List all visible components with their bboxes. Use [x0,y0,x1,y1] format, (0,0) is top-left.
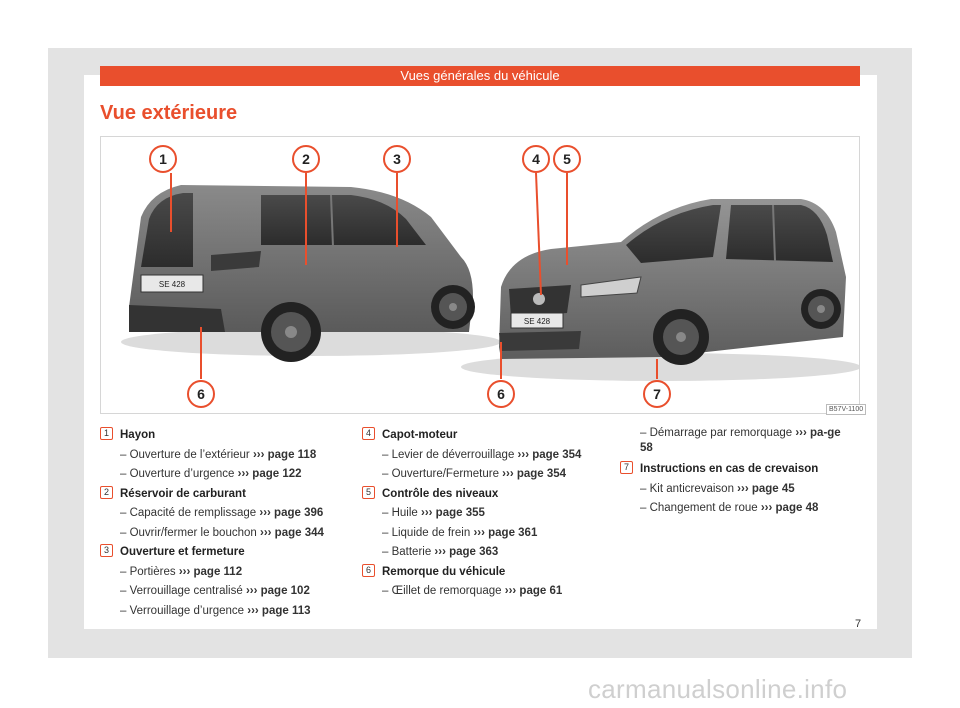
figure-code: B57V-1100 [826,404,866,415]
legend-item: – Kit anticrevaison ››› page 45 [640,482,795,495]
legend-item: – Démarrage par remorquage ››› pa-ge 58 [640,427,841,454]
svg-text:2: 2 [302,151,310,167]
legend-title: Ouverture et fermeture [120,546,245,558]
page-reference[interactable]: ››› page 363 [434,546,499,558]
legend-item: – Changement de roue ››› page 48 [640,502,819,514]
page-reference[interactable]: ››› pa-ge 58 [640,427,841,454]
page-reference[interactable]: ››› page 344 [259,526,324,539]
page-reference[interactable]: ››› page 354 [502,468,567,480]
legend-entry [362,485,592,563]
rear-car-illustration [121,185,501,362]
legend-item: – Verrouillage d’urgence ››› page 113 [120,604,311,617]
legend-entry [100,426,330,485]
legend-title: Remorque du véhicule [382,565,506,578]
page-reference[interactable]: ››› page 354 [517,448,582,461]
page-title: Vue extérieure [100,102,238,124]
callout-1 [150,146,176,172]
legend-item: – Ouverture d’urgence ››› page 122 [120,468,302,480]
legend-item: – Ouverture de l’extérieur ››› page 118 [120,448,317,461]
legend-item: – Ouverture/Fermeture ››› page 354 [382,468,567,480]
legend-entry [100,543,330,621]
page-reference[interactable]: ››› page 45 [737,482,795,495]
page-reference[interactable]: ››› page 112 [178,565,243,578]
page-reference[interactable]: ››› page 48 [760,502,819,514]
svg-text:4: 4 [532,151,540,167]
legend-column-1 [100,426,330,621]
svg-text:SE 428: SE 428 [158,280,186,289]
svg-text:1: 1 [159,151,167,167]
legend-number: 3 [100,544,113,557]
legend-number: 4 [362,427,375,440]
page-reference[interactable]: ››› page 113 [247,604,311,617]
legend-number: 2 [100,486,113,499]
page-reference[interactable]: ››› page 396 [259,507,324,519]
legend-number: 7 [620,461,633,474]
legend-number: 1 [100,427,113,440]
legend-column-2 [362,426,592,602]
callout-3 [384,146,410,172]
callout-7 [644,381,670,407]
legend-title: Instructions en cas de crevaison [640,463,819,475]
legend-entry-continued [620,426,850,456]
page-reference[interactable]: ››› page 361 [473,526,538,539]
page-reference[interactable]: ››› page 61 [504,585,563,597]
legend-item: – Batterie ››› page 363 [382,546,499,558]
svg-text:6: 6 [497,386,505,402]
legend-title: Capot-moteur [382,429,458,441]
vehicle-figure [100,136,860,414]
legend-entry [362,563,592,602]
svg-text:7: 7 [653,386,661,402]
legend-item: – Ouvrir/fermer le bouchon ››› page 344 [120,526,324,539]
front-car-illustration [461,199,859,381]
page-reference[interactable]: ››› page 122 [237,468,302,480]
legend-item: – Capacité de remplissage ››› page 396 [120,507,324,519]
legend-item: – Œillet de remorquage ››› page 61 [382,585,563,597]
legend-item: – Levier de déverrouillage ››› page 354 [382,448,582,461]
legend-title: Hayon [120,429,156,441]
legend-entry [100,485,330,544]
page-reference[interactable]: ››› page 355 [421,507,485,519]
legend-number: 5 [362,486,375,499]
legend-item: – Huile ››› page 355 [382,507,485,519]
section-banner: Vues générales du véhicule [100,66,860,86]
callout-4 [523,146,549,172]
page-number: 7 [855,618,862,630]
callout-6b [488,381,514,407]
legend-number: 6 [362,564,375,577]
watermark[interactable]: carmanualsonline.info [588,674,848,704]
svg-text:3: 3 [393,151,401,167]
legend-column-3 [620,426,850,519]
legend-entry [620,460,850,519]
svg-text:5: 5 [563,151,571,167]
svg-text:SE 428: SE 428 [523,317,551,326]
page-reference[interactable]: ››› page 118 [252,448,317,461]
callout-2 [293,146,319,172]
page-reference[interactable]: ››› page 102 [245,585,310,597]
svg-text:6: 6 [197,386,205,402]
callout-6a [188,381,214,407]
legend-entry [362,426,592,485]
callout-5 [554,146,580,172]
legend-title: Réservoir de carburant [120,487,246,500]
legend-item: – Liquide de frein ››› page 361 [382,526,538,539]
legend-title: Contrôle des niveaux [382,487,499,500]
legend-item: – Portières ››› page 112 [120,565,243,578]
legend-item: – Verrouillage centralisé ››› page 102 [120,585,310,597]
